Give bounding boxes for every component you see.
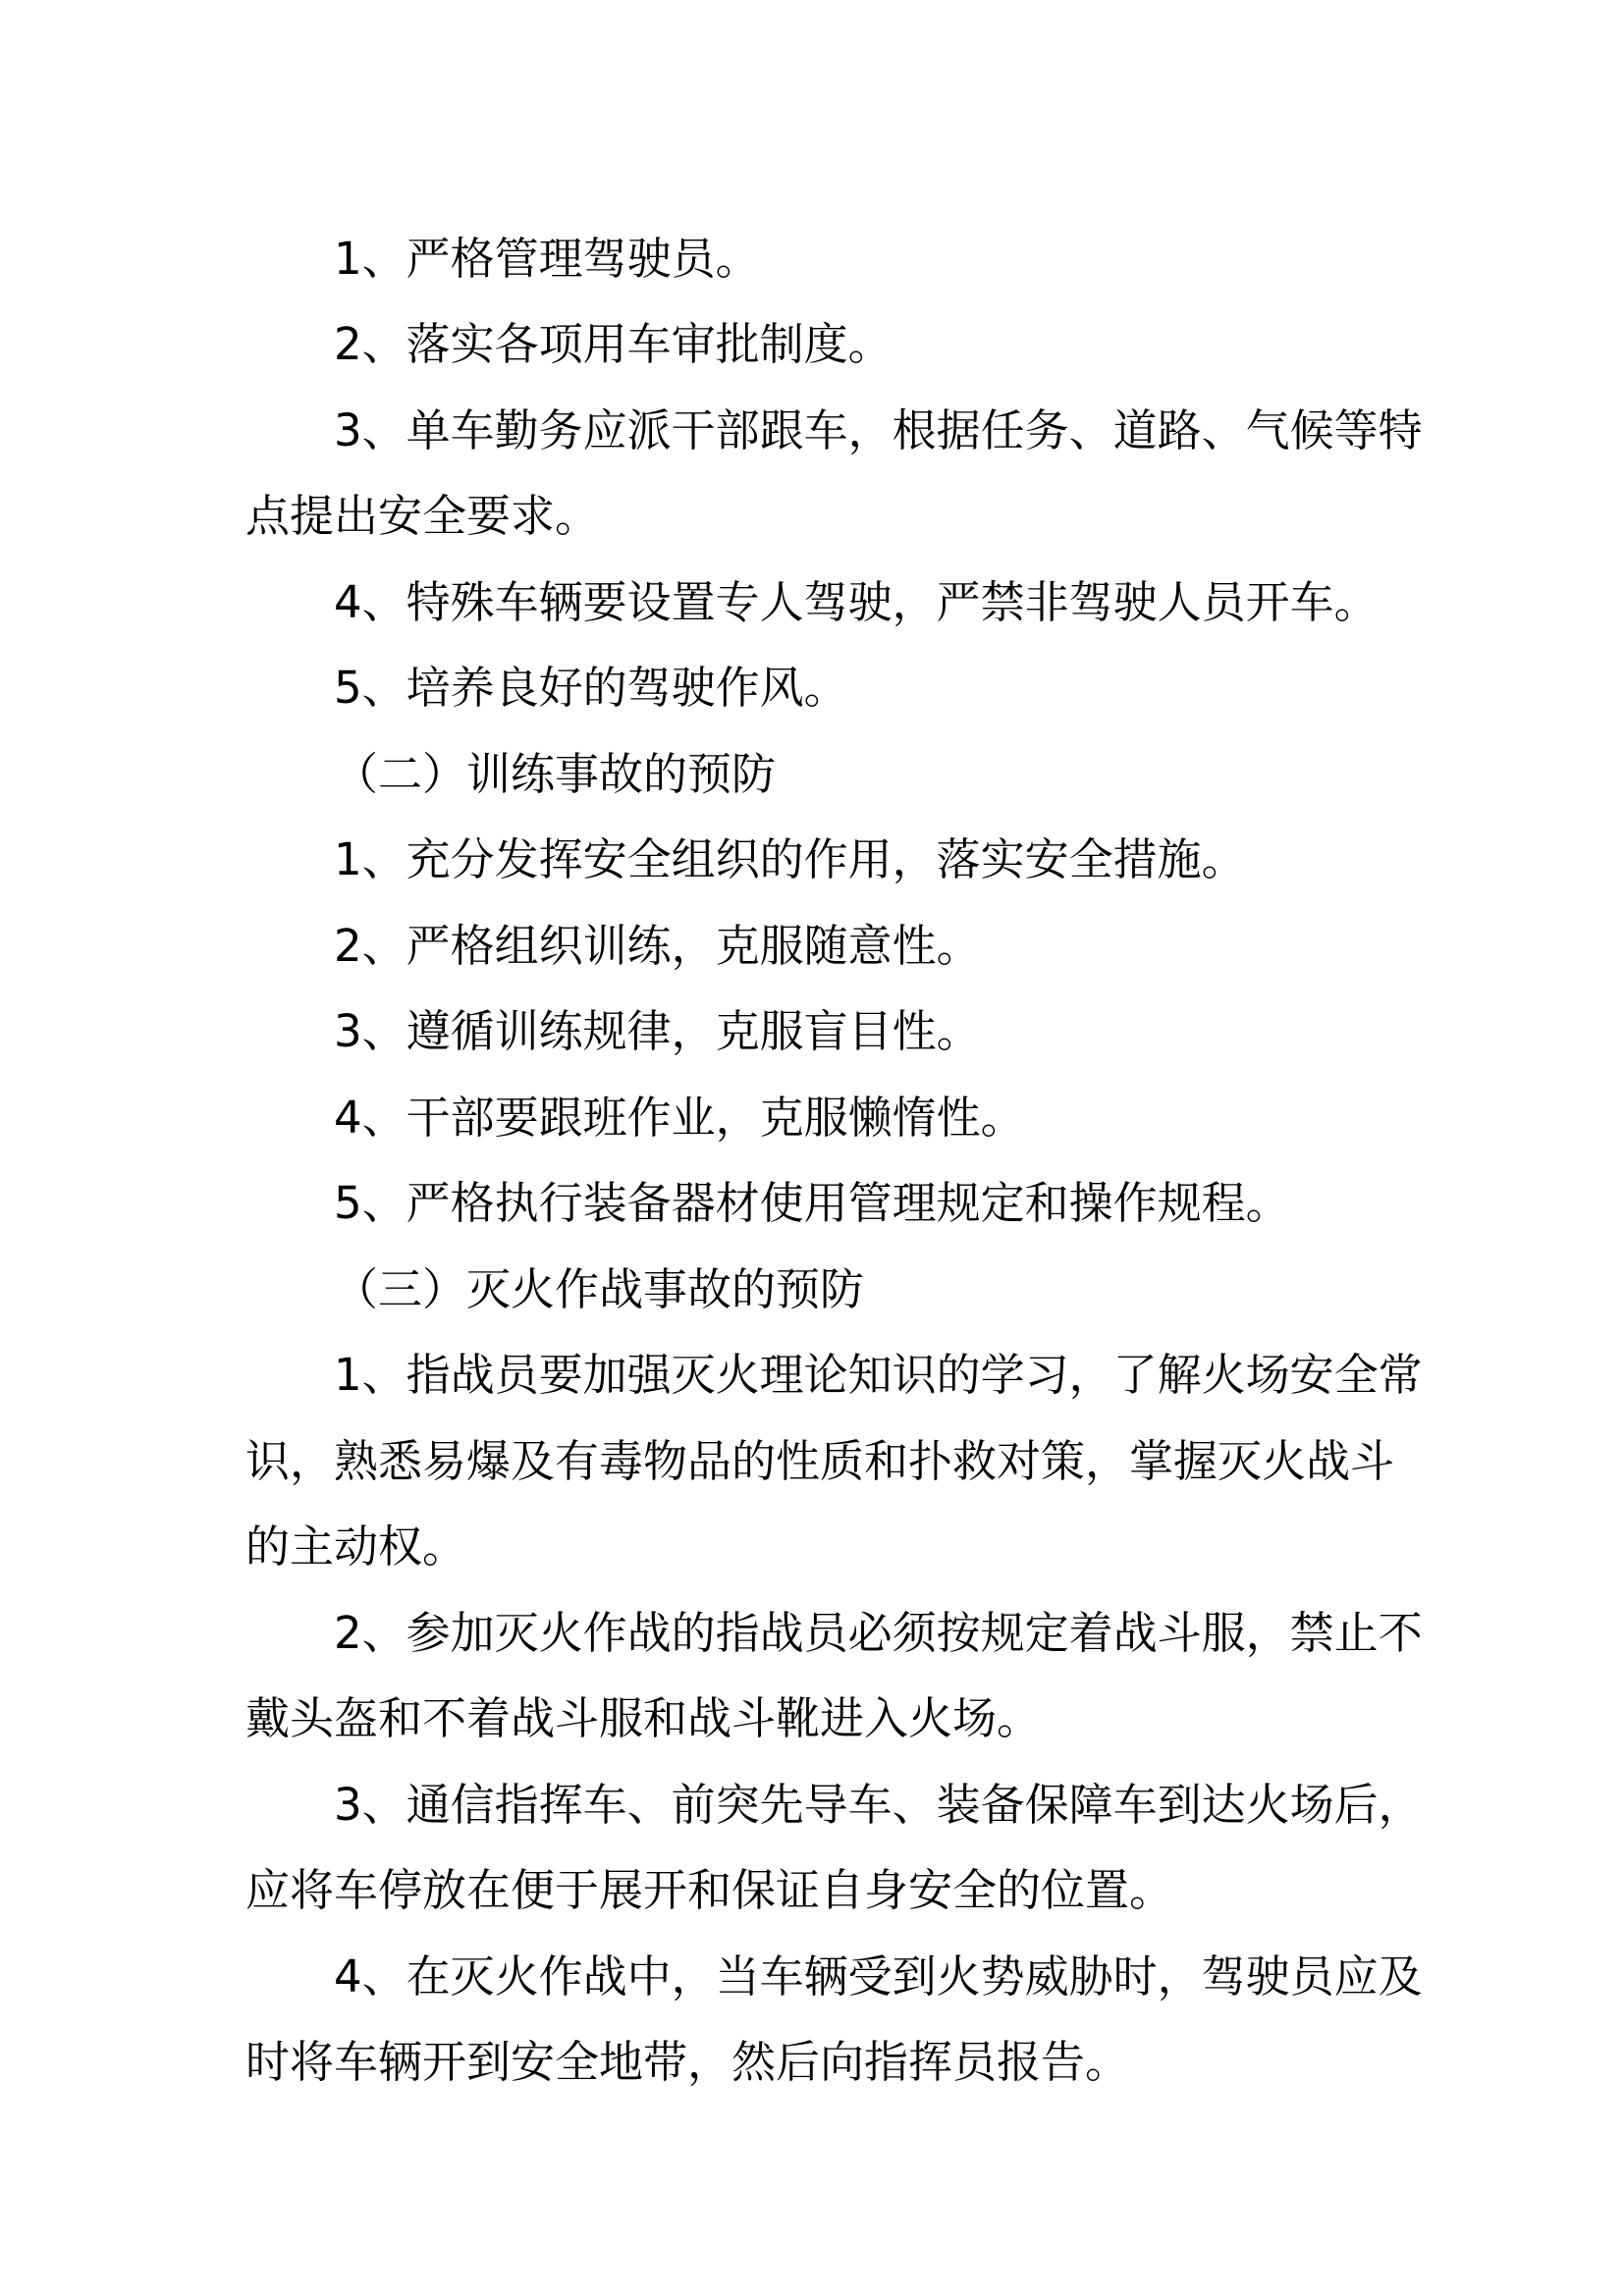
text-line: 1、严格管理驾驶员。 — [334, 233, 760, 285]
text-line: 识，熟悉易爆及有毒物品的性质和扑救对策，掌握灭火战斗 — [245, 1435, 1395, 1487]
section-heading: （三）灭火作战事故的预防 — [334, 1263, 865, 1315]
text-line: 3、单车勤务应派干部跟车，根据任务、道路、气候等特 — [334, 404, 1423, 456]
text-line: 4、干部要跟班作业，克服懒惰性。 — [334, 1092, 1025, 1144]
text-line: 3、通信指挥车、前突先导车、装备保障车到达火场后， — [334, 1779, 1423, 1831]
text-line: 3、遵循训练规律，克服盲目性。 — [334, 1005, 981, 1057]
text-line: 戴头盔和不着战斗服和战斗靴进入火场。 — [245, 1692, 1042, 1744]
text-line: 应将车停放在便于展开和保证自身安全的位置。 — [245, 1864, 1174, 1916]
section-heading: （二）训练事故的预防 — [334, 748, 777, 800]
text-line: 的主动权。 — [245, 1521, 467, 1573]
text-line: 点提出安全要求。 — [245, 490, 600, 542]
text-line: 2、落实各项用车审批制度。 — [334, 318, 893, 370]
text-line: 时将车辆开到安全地带，然后向指挥员报告。 — [245, 2036, 1130, 2088]
text-line: 1、指战员要加强灭火理论知识的学习，了解火场安全常 — [334, 1349, 1423, 1401]
text-line: 4、在灭火作战中，当车辆受到火势威胁时，驾驶员应及 — [334, 1950, 1423, 2002]
text-line: 2、参加灭火作战的指战员必须按规定着战斗服，禁止不 — [334, 1607, 1423, 1659]
text-line: 2、严格组织训练，克服随意性。 — [334, 920, 981, 972]
text-line: 1、充分发挥安全组织的作用，落实安全措施。 — [334, 833, 1246, 885]
text-line: 5、严格执行装备器材使用管理规定和操作规程。 — [334, 1177, 1290, 1229]
text-line: 5、培养良好的驾驶作风。 — [334, 662, 848, 714]
text-line: 4、特殊车辆要设置专人驾驶，严禁非驾驶人员开车。 — [334, 576, 1379, 628]
